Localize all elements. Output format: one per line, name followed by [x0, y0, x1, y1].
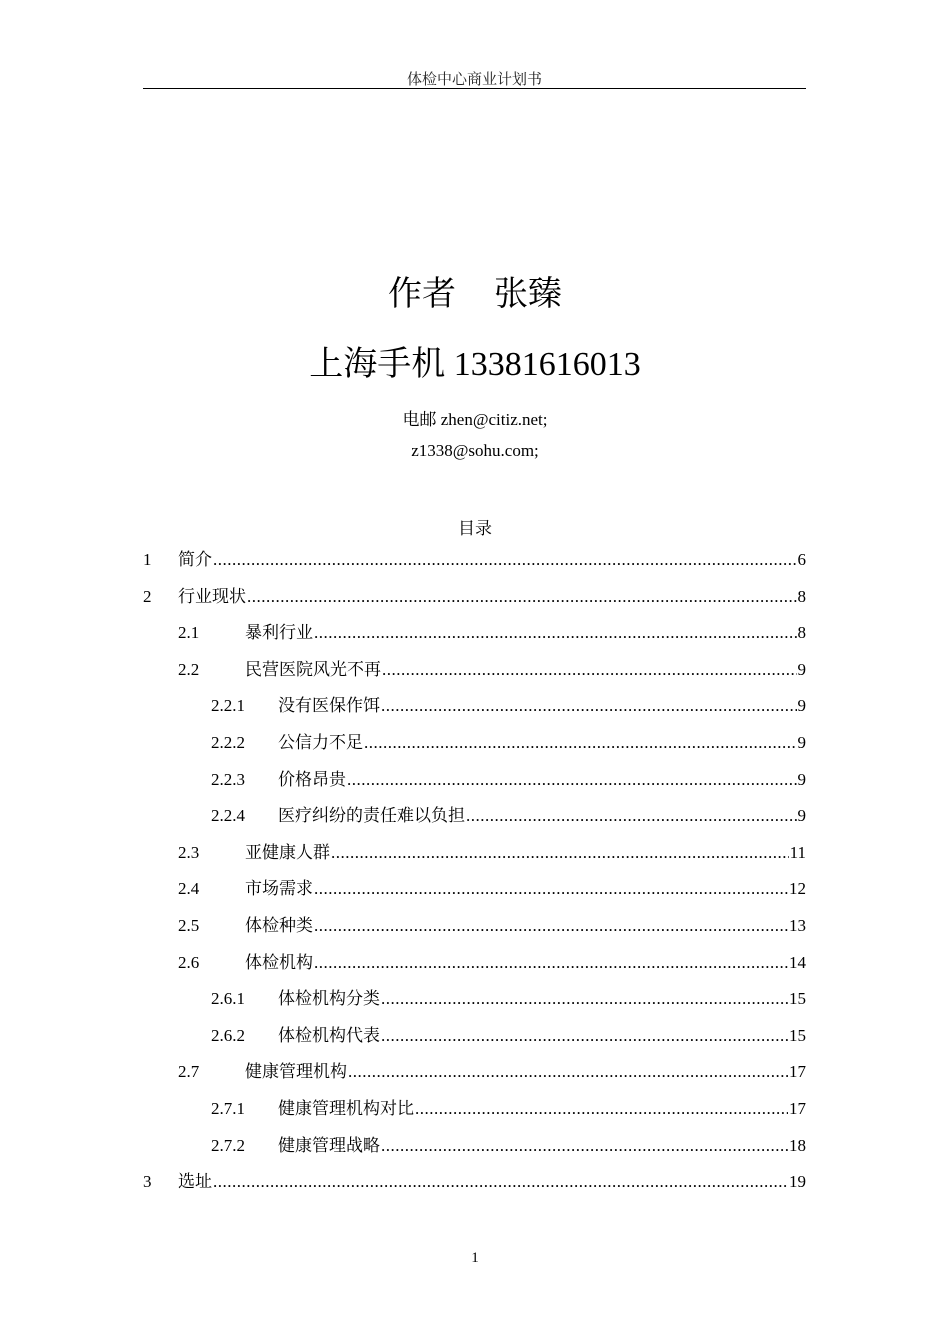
toc-entry[interactable]	[143, 952, 806, 989]
toc-dot-leader	[381, 988, 788, 1010]
toc-entry[interactable]	[143, 1135, 806, 1172]
toc-entry-number: 1	[143, 550, 152, 569]
toc-entry-title: 健康管理战略	[278, 1135, 380, 1155]
toc-dot-leader	[213, 549, 797, 571]
author-label: 作者	[388, 276, 456, 313]
toc-dot-leader	[347, 769, 797, 791]
toc-entry-number: 2.2	[178, 659, 200, 679]
toc-entry-title: 行业现状	[178, 586, 246, 606]
toc-dot-leader	[381, 695, 797, 717]
author-line	[0, 266, 950, 315]
toc-dot-leader	[314, 915, 788, 937]
toc-entry-page: 17	[789, 1098, 806, 1118]
toc-entry-number: 2.4	[178, 879, 200, 899]
toc-dot-leader	[381, 1025, 788, 1047]
toc-entry-title: 健康管理机构对比	[278, 1098, 414, 1118]
toc-entry-page: 12	[789, 879, 806, 899]
toc-entry-title: 健康管理机构	[245, 1062, 347, 1082]
toc-entry[interactable]	[143, 622, 806, 659]
toc-entry-page: 8	[797, 623, 806, 643]
toc-entry-title: 没有医保作饵	[278, 696, 380, 716]
toc-entry[interactable]	[143, 769, 806, 806]
toc-entry-number: 2	[143, 586, 152, 606]
toc-dot-leader	[382, 659, 797, 681]
toc-entry-number: 2.2.1	[211, 696, 245, 716]
toc-entry-page: 11	[789, 842, 806, 862]
toc-entry-title: 体检机构	[245, 952, 313, 972]
toc-entry-page: 15	[789, 1025, 806, 1045]
toc-dot-leader	[314, 622, 797, 644]
toc-entry-number: 2.2.3	[211, 769, 245, 789]
toc-entry-title: 简介	[178, 550, 212, 569]
toc-entry-page: 14	[789, 952, 806, 972]
toc-entry-title: 价格昂贵	[278, 769, 346, 789]
toc-entry-title: 亚健康人群	[245, 842, 330, 862]
toc-entry[interactable]	[143, 586, 806, 623]
toc-entry-page: 9	[797, 769, 806, 789]
toc-entry-number: 2.6	[178, 952, 200, 972]
toc-dot-leader	[381, 1135, 788, 1157]
toc-dot-leader	[466, 805, 797, 827]
toc-entry-number: 2.2.4	[211, 806, 245, 826]
toc-entry-page: 19	[789, 1172, 806, 1192]
toc-entry-number: 2.3	[178, 842, 200, 862]
toc-entry[interactable]	[143, 915, 806, 952]
toc-dot-leader	[314, 952, 788, 974]
toc-entry[interactable]	[143, 1061, 806, 1098]
toc-entry-page: 18	[789, 1135, 806, 1155]
toc-dot-leader	[331, 842, 789, 864]
toc-entry[interactable]	[143, 1098, 806, 1135]
author-name: 张臻	[494, 276, 562, 313]
toc-entry-title: 民营医院风光不再	[245, 659, 381, 679]
toc-title: 目录	[458, 519, 492, 538]
toc-entry-title: 体检种类	[245, 915, 313, 935]
toc-entry-title: 市场需求	[245, 879, 313, 899]
toc-dot-leader	[247, 586, 797, 608]
toc-entry-page: 6	[797, 550, 806, 569]
email-line-2: z1338@sohu.com;	[411, 441, 539, 460]
toc-dot-leader	[364, 732, 797, 754]
toc-entry-page: 15	[789, 989, 806, 1009]
toc-entry-title: 公信力不足	[278, 732, 363, 752]
toc-entry-title: 体检机构分类	[278, 989, 380, 1009]
toc-dot-leader	[314, 878, 788, 900]
phone-line: 上海手机 13381616013	[309, 346, 641, 383]
page-number: 1	[471, 1250, 479, 1266]
toc-entry-title: 医疗纠纷的责任难以负担	[278, 806, 465, 826]
toc-entry[interactable]	[143, 695, 806, 732]
toc-entry-number: 2.7.2	[211, 1135, 245, 1155]
toc-entry[interactable]	[143, 878, 806, 915]
email-line-1: 电邮 zhen@citiz.net;	[402, 410, 548, 429]
toc-entry-page: 9	[797, 659, 806, 679]
toc-dot-leader	[415, 1098, 788, 1120]
toc-entry[interactable]	[143, 1171, 806, 1208]
toc-entry-number: 2.1	[178, 623, 200, 643]
toc-entry-number: 2.5	[178, 915, 200, 935]
toc-entry-page: 8	[797, 586, 806, 606]
toc-entry-title: 暴利行业	[245, 623, 313, 643]
toc-entry[interactable]	[143, 1025, 806, 1062]
toc-entry-number: 2.7	[178, 1062, 200, 1082]
toc-entry-number: 2.2.2	[211, 732, 245, 752]
toc-entry-number: 2.7.1	[211, 1098, 245, 1118]
toc-entry-title: 选址	[178, 1172, 212, 1192]
toc-entry-page: 9	[797, 732, 806, 752]
toc-entry[interactable]	[143, 659, 806, 696]
toc-entry-number: 2.6.2	[211, 1025, 245, 1045]
toc-entry[interactable]	[143, 732, 806, 769]
toc-entry[interactable]	[143, 805, 806, 842]
toc-entry-number: 2.6.1	[211, 989, 245, 1009]
toc-entry-page: 13	[789, 915, 806, 935]
toc-entry[interactable]	[143, 988, 806, 1025]
toc-dot-leader	[213, 1171, 788, 1193]
toc-entry-title: 体检机构代表	[278, 1025, 380, 1045]
toc-entry-page: 17	[789, 1062, 806, 1082]
toc-dot-leader	[348, 1061, 788, 1083]
toc-entry-number: 3	[143, 1172, 152, 1192]
toc-entry-page: 9	[797, 806, 806, 826]
table-of-contents	[143, 549, 806, 1208]
header-rule	[143, 88, 806, 89]
toc-entry[interactable]	[143, 842, 806, 879]
toc-entry[interactable]	[143, 549, 806, 586]
running-header: 体检中心商业计划书	[406, 72, 542, 88]
toc-entry-page: 9	[797, 696, 806, 716]
